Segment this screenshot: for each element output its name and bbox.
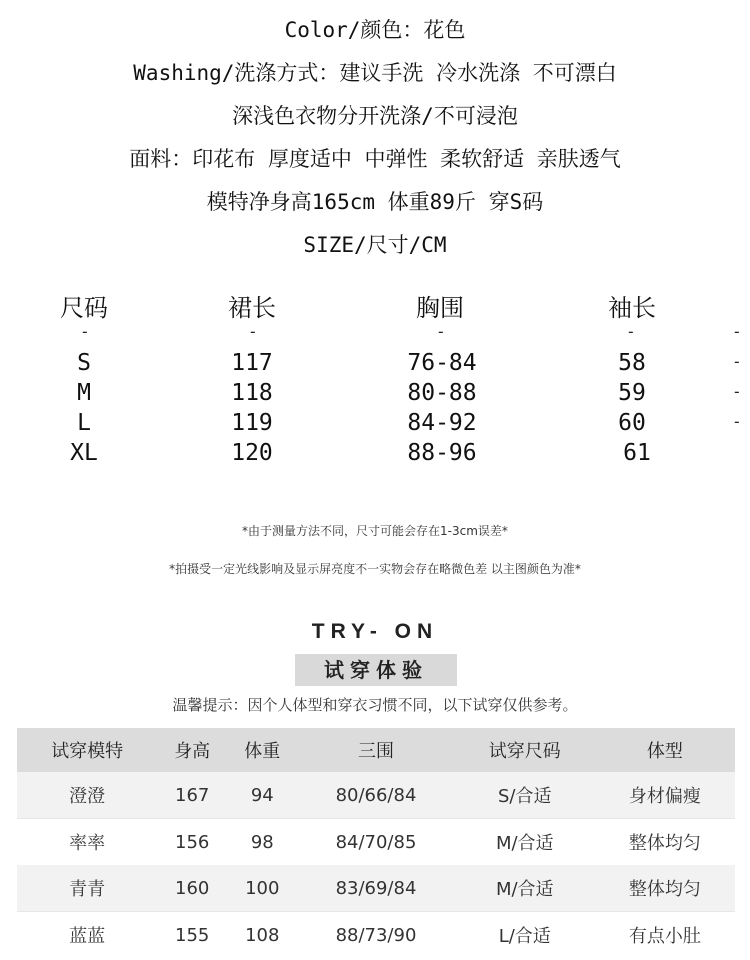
size-cell: 59 [618, 380, 646, 406]
table-cell: 蓝蓝 [17, 912, 157, 959]
table-cell: 身材偏瘦 [595, 772, 735, 819]
size-cell: L [77, 410, 91, 436]
washing-note-line: 深浅色衣物分开洗涤/不可浸泡 [232, 104, 518, 128]
table-cell: M/合适 [455, 865, 595, 912]
table-cell: 整体均匀 [595, 819, 735, 866]
table-cell: 有点小肚 [595, 912, 735, 959]
table-cell: 80/66/84 [297, 772, 454, 819]
color-line: Color/颜色：花色 [284, 18, 466, 42]
table-cell: 108 [227, 912, 297, 959]
washing-line: Washing/洗涤方式：建议手洗 冷水洗涤 不可漂白 [133, 61, 617, 85]
size-cell: XL [70, 440, 98, 466]
table-cell: 167 [157, 772, 227, 819]
separator-dash: - [436, 322, 446, 341]
fabric-line: 面料：印花布 厚度适中 中弹性 柔软舒适 亲肤透气 [129, 147, 621, 171]
separator-dash: - [80, 322, 90, 341]
size-cell: 60 [618, 410, 646, 436]
table-cell: 澄澄 [17, 772, 157, 819]
table-cell: 98 [227, 819, 297, 866]
table-cell: 整体均匀 [595, 865, 735, 912]
size-cell: 117 [231, 350, 273, 376]
table-cell: 率率 [17, 819, 157, 866]
size-header-bust: 胸围 [416, 294, 464, 322]
model-line: 模特净身高165cm 体重89斤 穿S码 [206, 190, 544, 214]
tryon-header-height: 身高 [157, 728, 227, 772]
size-cell: 58 [618, 350, 646, 376]
tryon-table [17, 728, 735, 958]
size-cell: 61 [623, 440, 651, 466]
table-row [17, 819, 735, 866]
size-header-length: 裙长 [228, 294, 276, 322]
size-unit-line: SIZE/尺寸/CM [303, 233, 447, 257]
tryon-header-weight: 体重 [227, 728, 297, 772]
table-row [17, 772, 735, 819]
size-cell: 76-84 [407, 350, 477, 376]
size-cell: S [77, 350, 91, 376]
table-cell: L/合适 [455, 912, 595, 959]
separator-dash: - [248, 322, 258, 341]
measurement-note: *由于测量方法不同，尺寸可能会存在1-3cm误差* [242, 524, 508, 538]
table-cell: 100 [227, 865, 297, 912]
tryon-header-measurements: 三围 [297, 728, 454, 772]
tryon-tip: 温馨提示：因个人体型和穿衣习惯不同，以下试穿仅供参考。 [172, 696, 578, 714]
size-cell: 120 [231, 440, 273, 466]
separator-dash: - [732, 352, 742, 371]
separator-dash: - [732, 412, 742, 431]
table-row [17, 865, 735, 912]
tryon-header-size: 试穿尺码 [455, 728, 595, 772]
separator-dash: - [626, 322, 636, 341]
size-cell: 80-88 [407, 380, 477, 406]
table-cell: 青青 [17, 865, 157, 912]
tryon-header-model: 试穿模特 [17, 728, 157, 772]
table-cell: 84/70/85 [297, 819, 454, 866]
size-cell: 84-92 [407, 410, 477, 436]
size-cell: M [77, 380, 91, 406]
table-row [17, 912, 735, 959]
tryon-title: TRY- ON [311, 620, 439, 643]
table-cell: 83/69/84 [297, 865, 454, 912]
separator-dash: - [732, 382, 742, 401]
tryon-subtitle: 试穿体验 [295, 654, 457, 686]
tryon-header-row [17, 728, 735, 772]
size-cell: 119 [231, 410, 273, 436]
table-cell: M/合适 [455, 819, 595, 866]
tryon-header-bodytype: 体型 [595, 728, 735, 772]
separator-dash: - [732, 322, 742, 341]
table-cell: 88/73/90 [297, 912, 454, 959]
size-header-sleeve: 袖长 [608, 294, 656, 322]
table-cell: 156 [157, 819, 227, 866]
table-cell: 160 [157, 865, 227, 912]
color-note: *拍摄受一定光线影响及显示屏亮度不一实物会存在略微色差 以主图颜色为准* [169, 562, 581, 576]
size-header-size: 尺码 [60, 294, 108, 322]
table-cell: 94 [227, 772, 297, 819]
table-cell: 155 [157, 912, 227, 959]
table-cell: S/合适 [455, 772, 595, 819]
size-cell: 88-96 [407, 440, 477, 466]
size-cell: 118 [231, 380, 273, 406]
